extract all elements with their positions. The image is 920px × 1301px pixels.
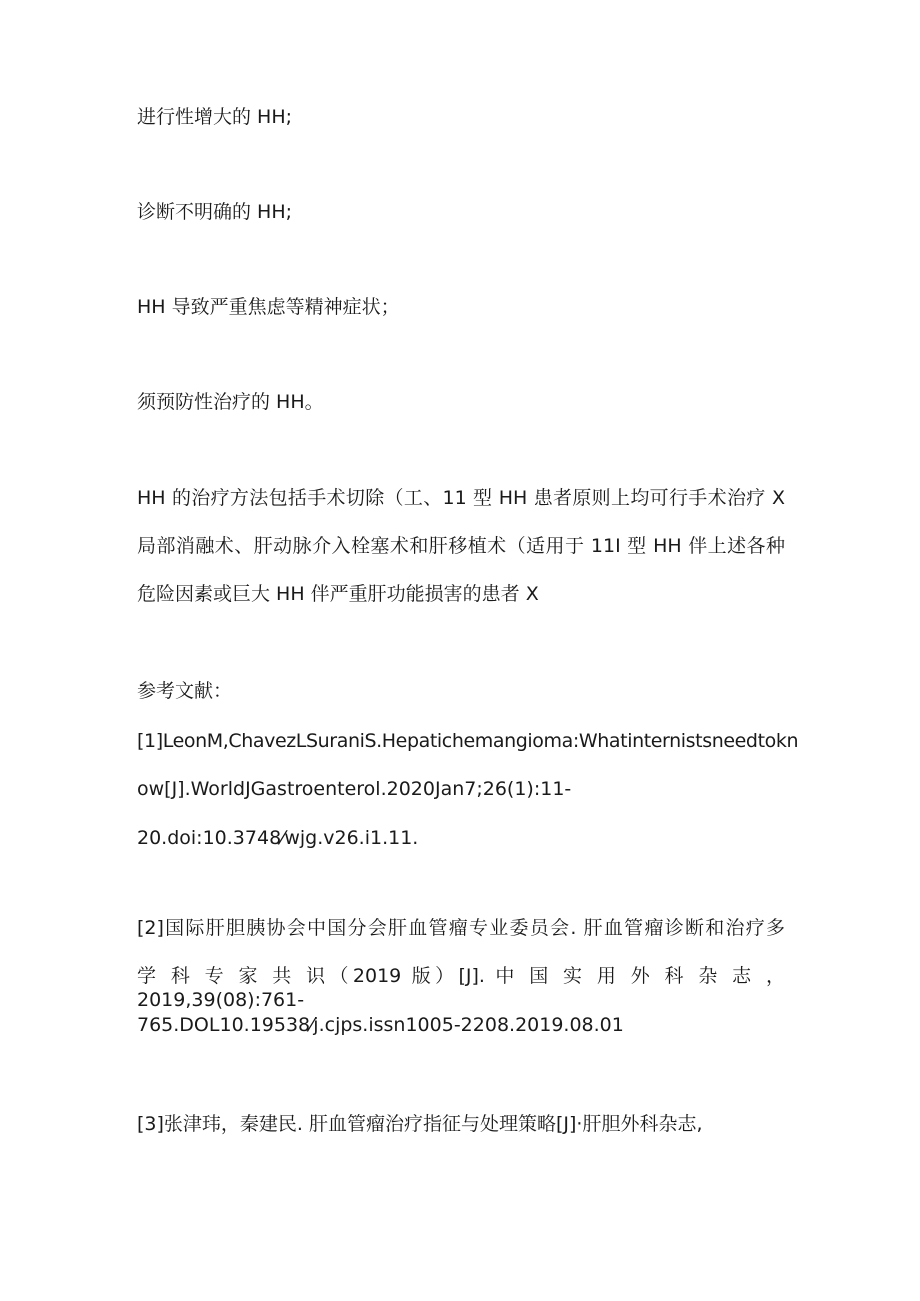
list-item-4: 须预防性治疗的 HH。: [137, 391, 324, 413]
list-item-1: 进行性增大的 HH;: [137, 106, 293, 128]
reference-1-line-1: [1]LeonM,ChavezLSuraniS.Hepatichemangioma:Whatinternistsneedtokn: [137, 730, 799, 752]
reference-2-line-2: 学 科 专 家 共 识（2019 版）[J]. 中 国 实 用 外 科 杂 志 ， 2019,39(08):761-: [137, 965, 785, 1011]
list-item-3: HH 导致严重焦虑等精神症状；: [137, 296, 400, 318]
treatment-paragraph-line-2: 局部消融术、肝动脉介入栓塞术和肝移植术（适用于 11I 型 HH 伴上述各种: [137, 535, 785, 557]
reference-2-line-1: [2]国际肝胆胰协会中国分会肝血管瘤专业委员会. 肝血管瘤诊断和治疗多: [137, 917, 785, 939]
reference-3-line-1: [3]张津玮，秦建民. 肝血管瘤治疗指征与处理策略[J]·肝胆外科杂志,: [137, 1113, 703, 1135]
list-item-2: 诊断不明确的 HH;: [137, 201, 293, 223]
reference-2-line-3: 765.DOL10.19538⁄j.cjps.issn1005-2208.2019.08.01: [137, 1014, 624, 1036]
references-heading: 参考文献：: [137, 680, 233, 702]
treatment-paragraph-line-3: 危险因素或巨大 HH 伴严重肝功能损害的患者 X: [137, 583, 539, 605]
reference-1-line-2: ow[J].WorldJGastroenterol.2020Jan7;26(1):11-: [137, 778, 572, 800]
treatment-paragraph-line-1: HH 的治疗方法包括手术切除（工、11 型 HH 患者原则上均可行手术治疗 X: [137, 487, 785, 509]
reference-1-line-3: 20.doi:10.3748⁄wjg.v26.i1.11.: [137, 827, 419, 849]
